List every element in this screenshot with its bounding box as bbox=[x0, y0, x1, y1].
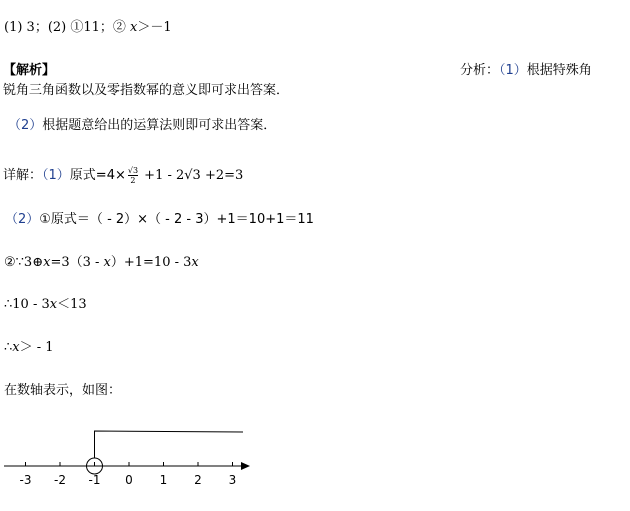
solution-step4 bbox=[4, 297, 87, 313]
solution-s5-b: ＞ - 1 bbox=[19, 340, 54, 355]
analysis-p1-num: （1） bbox=[499, 63, 527, 78]
analysis-p2-num: （2） bbox=[8, 118, 43, 133]
tick-label: 3 bbox=[228, 473, 237, 487]
answer-cond: ＞－1 bbox=[137, 20, 172, 35]
fraction-numerator: √3 bbox=[127, 166, 139, 175]
analysis-heading: 【解析】 bbox=[3, 63, 56, 78]
solution-s3-b: =3（3 - bbox=[50, 255, 104, 270]
answer-line bbox=[4, 20, 172, 36]
analysis-p1-text: 根据特殊角 bbox=[526, 63, 592, 78]
analysis-p2-text: 根据题意给出的运算法则即可求出答案． bbox=[42, 118, 277, 133]
solution-s2-a: ①原式＝（ - 2）×（ - 2 - 3）+1＝10+1＝11 bbox=[39, 212, 314, 227]
solution-label: 详解： bbox=[3, 168, 43, 183]
number-line-solution-ray bbox=[87, 431, 244, 474]
solution-s3-var3: x bbox=[191, 255, 199, 270]
solution-s5-var: x bbox=[12, 340, 20, 355]
analysis-right bbox=[460, 63, 592, 79]
answer-part1: (1) 3；(2) ①11；② bbox=[4, 20, 131, 35]
solution-s3-var2: x bbox=[103, 255, 111, 270]
tick-label: 2 bbox=[194, 473, 202, 487]
solution-s5-a: ∴ bbox=[4, 340, 13, 355]
solution-s1-num: （1） bbox=[42, 168, 70, 183]
tick-label: -1 bbox=[88, 473, 101, 487]
sqrt3-over-2-fraction bbox=[128, 166, 138, 185]
solution-s1-a: 原式=4× bbox=[69, 168, 126, 183]
solution-s3-c: ）+1=10 - 3 bbox=[110, 255, 192, 270]
solution-ray-line bbox=[95, 431, 244, 458]
solution-s4-var: x bbox=[49, 297, 58, 312]
tick-label: 1 bbox=[159, 473, 168, 487]
analysis-p2 bbox=[8, 118, 276, 134]
tick-label: 0 bbox=[125, 473, 133, 487]
analysis-p1-cont: 锐角三角函数以及零指数幂的意义即可求出答案． bbox=[3, 83, 290, 98]
solution-step1 bbox=[3, 166, 243, 185]
solution-step2 bbox=[5, 212, 314, 228]
solution-step3 bbox=[4, 255, 199, 271]
tick-label: -3 bbox=[19, 473, 32, 487]
solution-step6: 在数轴表示，如图： bbox=[4, 383, 122, 398]
analysis-label: 分析： bbox=[460, 63, 500, 78]
solution-step5 bbox=[4, 340, 54, 356]
solution-s4-a: ∴10 - 3 bbox=[4, 297, 50, 312]
axis-arrow-icon bbox=[241, 462, 250, 470]
solution-s1-b: +1 - 2√3 +2=3 bbox=[140, 168, 244, 183]
solution-s4-b: ＜13 bbox=[57, 297, 87, 312]
solution-s3-a: ②∵3⊕ bbox=[4, 255, 44, 270]
number-line-axis bbox=[4, 462, 250, 470]
solution-s2-num: （2） bbox=[5, 212, 40, 227]
solution-s3-var: x bbox=[43, 255, 51, 270]
tick-label: -2 bbox=[54, 473, 66, 487]
number-line bbox=[0, 420, 260, 500]
answer-var: x bbox=[130, 20, 138, 35]
fraction-denominator: 2 bbox=[130, 176, 136, 185]
